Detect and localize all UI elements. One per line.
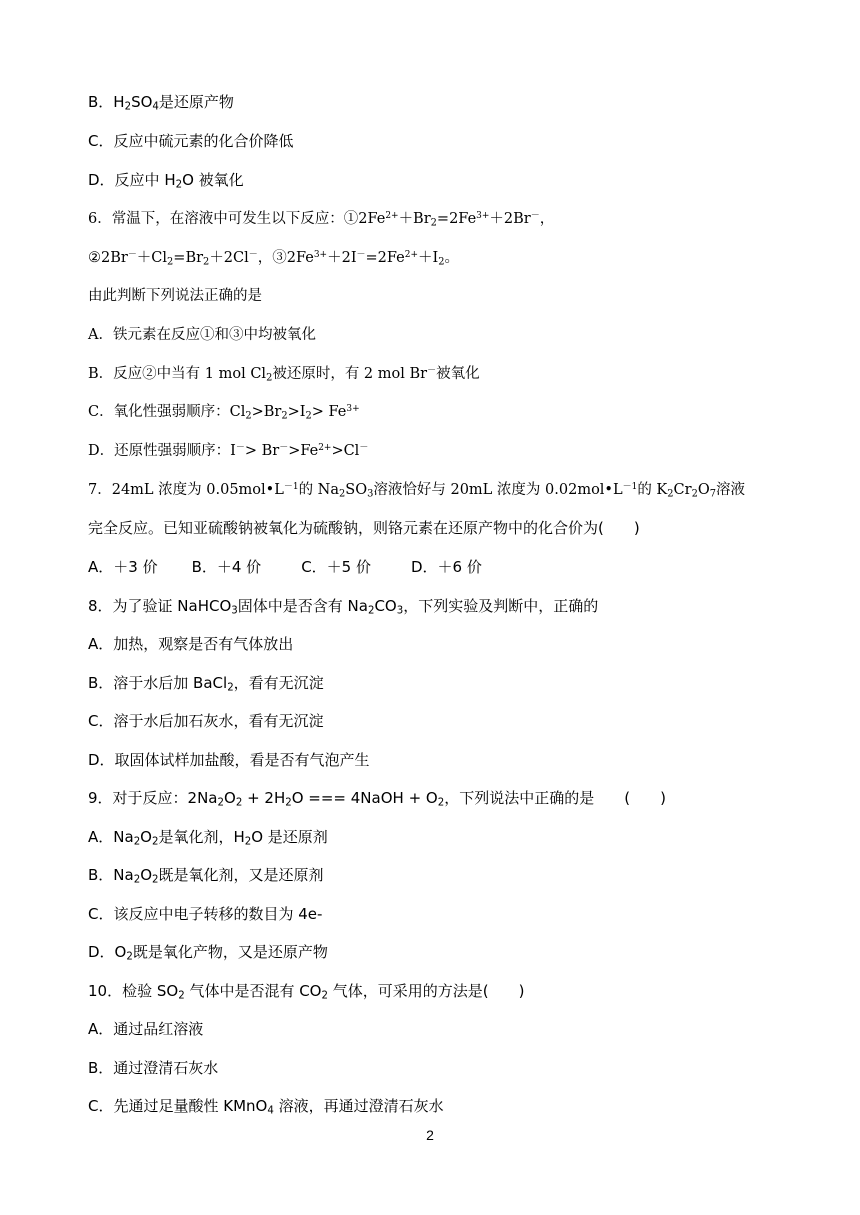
option-6a: A．铁元素在反应①和③中均被氧化 xyxy=(88,327,316,343)
question-9-stem: 9．对于反应：$2Na_2O_2 + 2H_2O$ === 4NaOH + $O_2$，下列说法中正确的是 ( ) xyxy=(88,789,666,809)
option-10b: B．通过澄清石灰水 xyxy=(88,1059,219,1077)
question-6-stem: 6．常温下，在溶液中可发生以下反应：$①2Fe^{2+}+Br_2=2Fe^{3+}+2Br^-$， xyxy=(88,211,555,229)
option-8d: D．取固体试样加盐酸，看是否有气泡产生 xyxy=(88,751,370,769)
question-6-reactions: $②2Br^-+Cl_2=Br_2+2Cl^-$，$③2Fe^{3+}+2I^-=2Fe^{2+}+I_2$。 xyxy=(88,250,460,268)
option-6d: D．还原性强弱顺序：$I^-> Br^->Fe^{2+}>Cl^-$ xyxy=(88,443,369,459)
option-10c: C．先通过足量酸性 KMnO$_4$ 溶液，再通过澄清石灰水 xyxy=(88,1097,444,1117)
question-7-stem-cont: 完全反应。已知亚硫酸钠被氧化为硫酸钠，则铬元素在还原产物中的化合价为( ) xyxy=(88,519,640,537)
option-8a: A．加热，观察是否有气体放出 xyxy=(88,635,294,653)
option-8b: B．溶于水后加 BaCl$_2$，看有无沉淀 xyxy=(88,674,324,694)
option-5b: B．$H_2SO_4$是还原产物 xyxy=(88,93,234,113)
option-5c: C．反应中硫元素的化合价降低 xyxy=(88,132,294,150)
option-6c: C．氧化性强弱顺序：$Cl_2>Br_2>I_2> Fe^{3+}$ xyxy=(88,404,360,422)
question-8-stem: 8．为了验证 NaHCO$_3$固体中是否含有 $Na_2CO_3$，下列实验及判断中，正确的 xyxy=(88,597,599,617)
option-6b: B．反应②中当有 1 mol $Cl_2$被还原时，有 2 mol Br－被氧化 xyxy=(88,366,480,384)
question-7-stem: 7．24mL 浓度为 $0.05mol•L^{-1}$的 $Na_2SO_3$溶液恰好与 20mL 浓度为 $0.02mol•L^{-1}$的 $K_2Cr_2O_7$溶液 xyxy=(88,482,745,500)
option-7c: C．＋5 价 xyxy=(301,558,371,576)
option-9c: C．该反应中电子转移的数目为 4e- xyxy=(88,905,323,923)
option-9a: A．$Na_2O_2$是氧化剂，$H_2O$ 是还原剂 xyxy=(88,828,328,848)
option-9b: B．$Na_2O_2$既是氧化剂，又是还原剂 xyxy=(88,866,324,886)
option-8c: C．溶于水后加石灰水，看有无沉淀 xyxy=(88,712,324,730)
question-10-stem: 10．检验 $SO_2$ 气体中是否混有 $CO_2$ 气体，可采用的方法是( ) xyxy=(88,982,525,1002)
option-9d: D．$O_2$既是氧化产物，又是还原产物 xyxy=(88,943,328,963)
option-7b: B．＋4 价 xyxy=(191,558,262,576)
page-number: 2 xyxy=(426,1127,434,1143)
option-5d: D．反应中 $H_2O$ 被氧化 xyxy=(88,171,244,191)
option-10a: A．通过品红溶液 xyxy=(88,1020,204,1038)
option-7a: A．＋3 价 xyxy=(88,558,158,576)
question-7-options xyxy=(88,557,482,577)
option-7d: D．＋6 价 xyxy=(410,558,482,576)
question-6-prompt: 由此判断下列说法正确的是 xyxy=(88,288,262,304)
